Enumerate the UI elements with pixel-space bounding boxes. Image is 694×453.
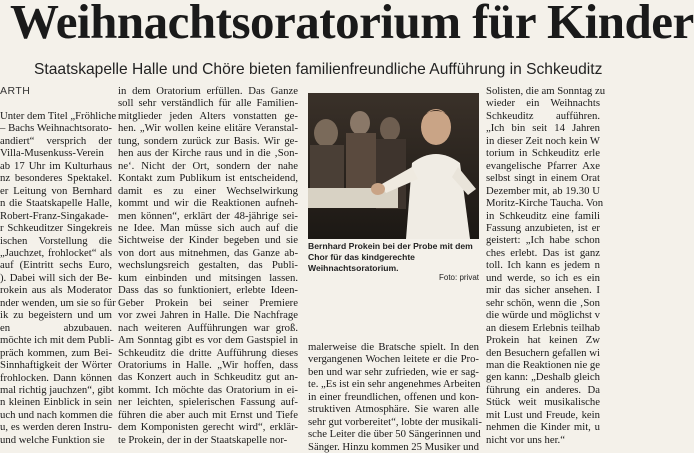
text-line: den Besuchern gefallen wi [486,346,600,359]
text-line: rokein aus als Moderator [0,284,112,297]
text-line: sche Leiter die über 50 Sängerinnen und [308,428,481,441]
text-line: Dezember mit, ab 19.30 U [486,184,600,197]
text-line: n die Staatskapelle Halle, [0,197,112,210]
text-line: in dem Oratorium erfüllen. Das Ganze [118,85,298,97]
text-line: uch und nach kommen die [0,408,113,421]
conductor-photo-illustration [308,93,479,239]
text-line: vergangenen Wochen leitete er die Pro- [308,353,479,366]
text-line: „Jauchzet, frohlocket“ als [0,246,112,259]
text-line: mir das sicher ansehen. I [486,284,600,297]
text-line: gen kann: „Deshalb gleich [486,371,600,384]
text-line: präch kommen, zum Bei- [0,346,112,359]
text-line: andiert“ versprich der [0,134,112,147]
text-line: Prokein hat keinen Zw [486,334,600,347]
text-line: wieder ein Weihnachts [486,97,600,110]
text-line: in dieser Zeit noch kein W [486,134,600,147]
text-line: er Leitung von Bernhard [0,184,112,197]
text-line: sehr gut vorbereitet“, lobte der musikali- [308,415,482,428]
text-line: von dort aus mitnehmen, das Ganze ab- [118,246,298,259]
text-line: malerweise die Bratsche spielt. In den [308,341,479,353]
text-line: sehr schön, wenn die ‚Son [486,296,600,309]
text-line: hen. „Wir wollen keine elitäre Veranstal- [118,122,298,135]
text-line: Oratoriums in Halle. „Wir hoffen, dass [118,358,298,371]
text-line: in einer freundlichen, offenen und kon- [308,390,479,403]
conductor-photo [308,93,479,239]
text-line: in Schkeuditz eine famili [486,209,600,222]
article-subhead: Staatskapelle Halle und Chöre bieten familienfreundliche Aufführung in Schkeuditz [34,61,603,78]
text-line: r Schkeuditzer Singekreis [0,222,112,235]
text-line: kum einbinden und mitsingen lassen. [118,271,298,284]
text-line: dem Komponisten gerecht wird“, erklär- [118,421,298,434]
text-line: Schkeuditz die dritte Aufführung dieses [118,346,298,359]
text-line: Robert-Franz-Singakade- [0,209,109,222]
text-line: – Bachs Weihnachtsorato- [0,122,112,135]
article-column-4 [486,85,606,446]
text-line: Moritz-Kirche Taucha. Von [486,197,604,210]
text-line: nder wenden, um sie so für [0,296,116,309]
text-line: Sichtweise der Kinder begeben und sie [118,234,298,247]
text-line: ik zu begeistern und um [0,309,112,322]
text-line: ben und war sehr zufrieden, wie er sag- [308,365,479,378]
text-line: nz besonderes Spektakel. [0,172,112,185]
text-line: wechslungsreich gestalten, das Publi- [118,259,298,272]
text-line: ner leichten, spielerischen Fassung auf- [118,396,298,409]
photo-caption [308,241,479,282]
text-line: Sänger. Hinzu kommen 25 Musiker und [308,440,479,453]
text-line: Dass das so funktioniert, erlebte Ideen- [118,284,298,297]
text-line: tung, sondern zurück zur Basis. Wir ge- [118,134,298,147]
text-line: frohlocken. Dann können [0,371,112,384]
text-line: mit Lust und Freude, kein [486,408,600,421]
text-line: men können“, erklärt der 48-jährige sei- [118,209,298,222]
text-line: Am Sonntag gibt es vor dem Gastspiel in [118,334,298,347]
text-line: u, es werden deren Instru- [0,421,112,434]
text-line: an diesem Erlebnis teilhab [486,321,600,334]
text-line: Solisten, die am Sonntag zu [486,85,606,97]
text-line: kommt. Ich möchte das Oratorium in ei- [118,383,298,396]
text-line: man die Reaktionen nie ge [486,358,600,371]
text-line: Unter dem Titel „Fröhliche [0,110,117,122]
text-line: te Prokein, der in der Staatskapelle nor- [118,433,288,446]
text-line: struktiven Atmosphäre. Sie waren alle [308,403,479,416]
text-line: evangelische Pfarrer Axe [486,159,600,172]
text-line: torium in Schkeuditz erle [486,147,600,160]
text-line: toll. Ich kann es jedem n [486,259,600,272]
text-line: ches erlebt. Das ist ganz [486,246,600,259]
text-line: Kontakt zum Publikum ist entscheidend, [118,172,298,185]
text-line: und werde, so ich es ein [486,271,600,284]
article-headline: Weihnachtsoratorium für Kinder [10,0,694,49]
text-line: mal richtig jauchzen“, gibt [0,383,114,396]
text-line: en abzubauen. [0,321,112,334]
text-line: möchte ich mit dem Publi- [0,334,114,347]
text-line: nach weiteren Aufführungen war groß. [118,321,298,334]
text-line: „Ich bin seit 14 Jahren [486,122,600,135]
photo-credit: Foto: privat [438,273,479,282]
text-line: soll sehr verständlich für alle Familien- [118,97,298,110]
text-line: Geber Prokein bei seiner Premiere [118,296,298,309]
text-line: selbst singt in einem Orat [486,172,600,185]
text-line: ne‘. Nicht der Ort, sondern der nahe [118,159,298,172]
text-line: hen aus der Kirche raus und in die ‚Son- [118,147,298,160]
text-line: Fassung anzubieten, ist er [486,221,600,234]
text-line: ne Idee. Man müsse sich auch auf die [118,221,298,234]
text-line: geistert: „Ich habe schon [486,234,600,247]
text-line: nicht vor uns her.“ [486,433,565,446]
text-line: ab 17 Uhr im Kulturhaus [0,159,112,172]
article-column-1 [0,110,117,446]
text-line: führung ein anderes. Da [486,383,600,396]
text-line: Stück weit musikalische [486,396,600,409]
text-line: damit es zu einer Wechselwirkung [118,184,298,197]
text-line: n kleinen Einblick in sein [0,396,112,409]
text-line: ). Dabei will sich der Be- [0,271,112,284]
text-line: ischen Vorstellung die [0,234,112,247]
text-line: das Konzert auch in Schkeuditz gut an- [118,371,298,384]
text-line: kommt und wir die Reaktionen aufneh- [118,197,298,210]
text-line: nehmen die Kinder mit, u [486,421,600,434]
text-line: te. „Es ist ein sehr angenehmes Arbeiten [308,378,481,391]
text-line: auf (Eintritt sechs Euro, [0,259,112,272]
text-line: Sinnhaftigkeit der Wörter [0,359,112,372]
text-line: und welche Funktion sie [0,433,105,446]
photo-caption-text: Bernhard Prokein bei der Probe mit dem Chor für das kindgerechte Weihnachtsoratorium. [308,241,473,273]
text-line: führen die aber auch mit Ernst und Tiefe [118,408,298,421]
text-line: die würde und möglichst v [486,309,600,322]
text-line: Villa-Musenkuss-Verein [0,147,104,160]
text-line: mitglieder jeden Alters vonstatten ge- [118,109,298,122]
article-column-3 [308,341,482,453]
article-byline: ARTH [0,85,31,97]
article-column-2 [118,85,298,446]
text-line: Schkeuditz aufführen. [486,109,600,122]
text-line: vor zwei Jahren in Halle. Die Nachfrage [118,309,298,322]
